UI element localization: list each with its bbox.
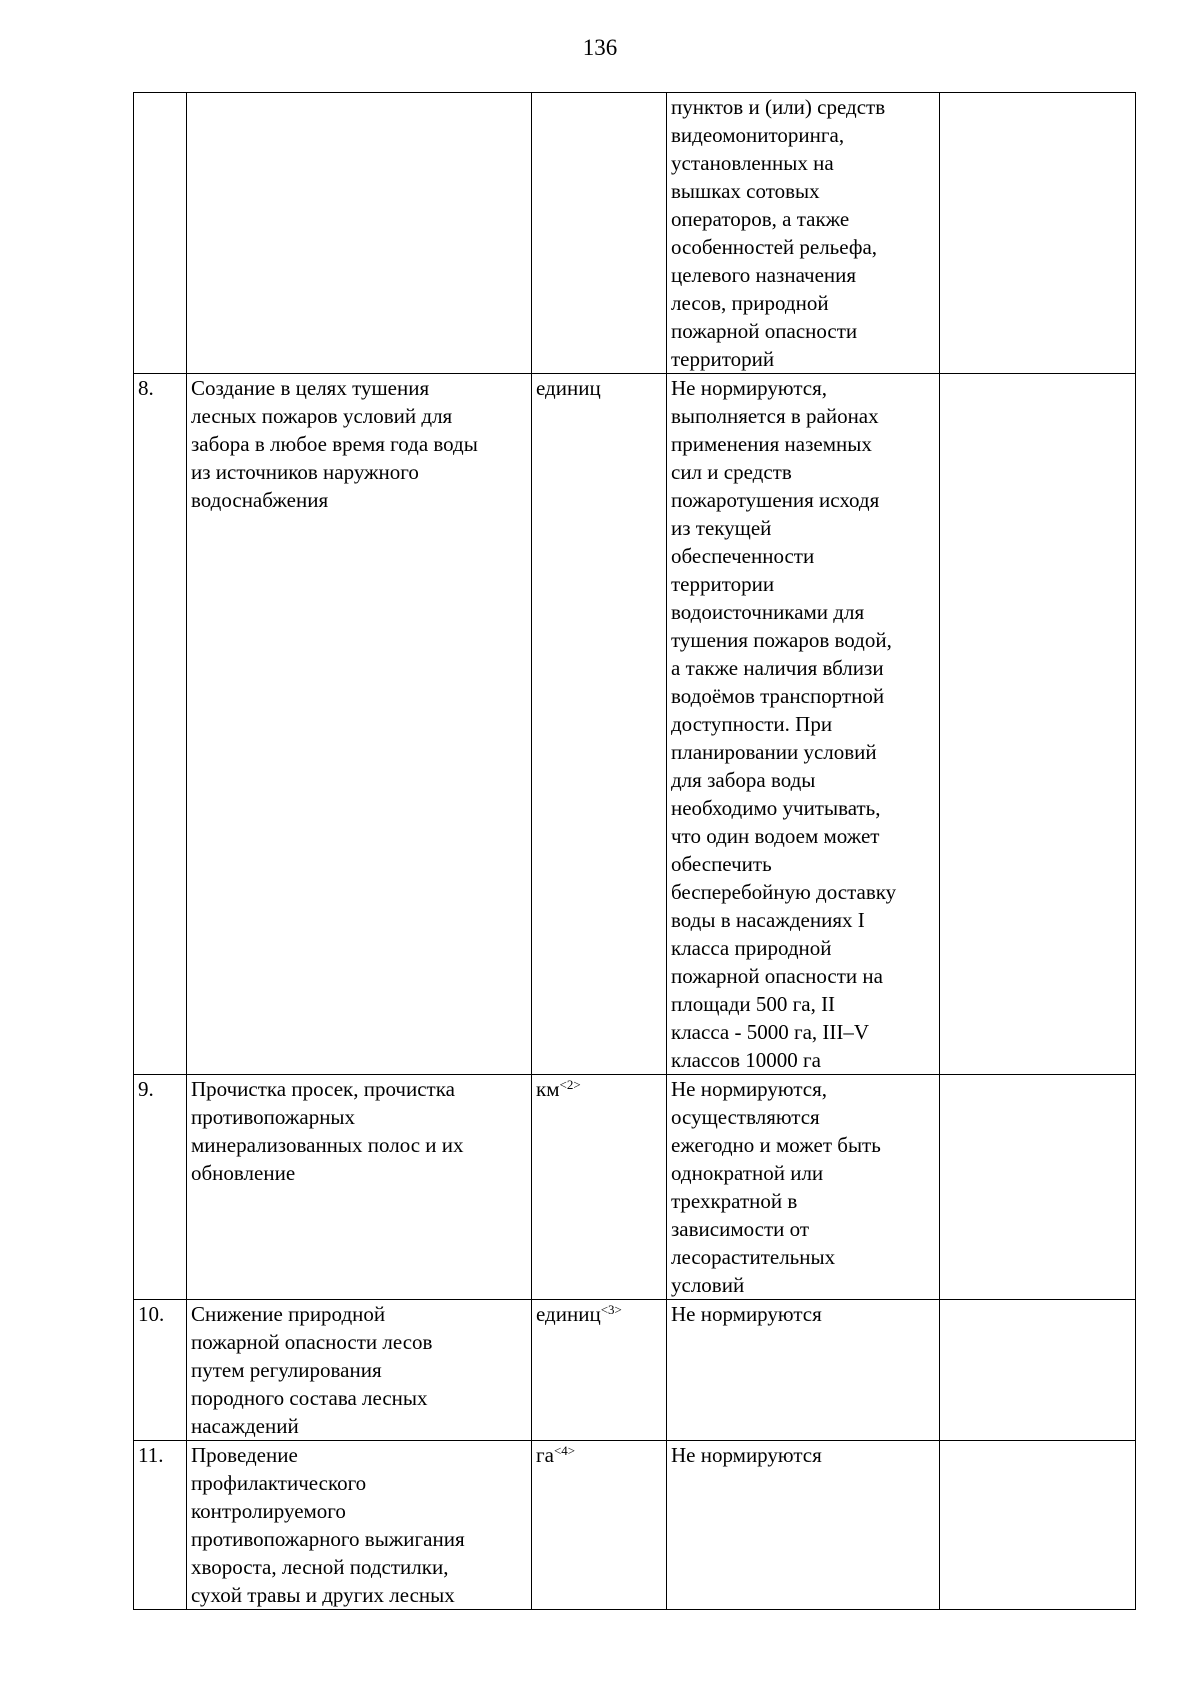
cell-unit	[532, 1300, 667, 1441]
unit-text: единиц	[536, 376, 601, 400]
norm-line: условий	[671, 1273, 745, 1297]
name-line: Проведение	[191, 1443, 298, 1467]
cell-name	[187, 93, 532, 374]
name-line: породного состава лесных	[191, 1386, 428, 1410]
cell-unit	[532, 1075, 667, 1300]
norm-line: территории	[671, 572, 775, 596]
cell-num: 9.	[134, 1075, 187, 1300]
unit-text: км	[536, 1077, 560, 1101]
name-line: обновление	[191, 1161, 296, 1185]
norm-line: ежегодно и может быть	[671, 1133, 881, 1157]
norm-line: сил и средств	[671, 460, 792, 484]
cell-extra	[940, 374, 1136, 1075]
norm-line: видеомониторинга,	[671, 123, 845, 147]
name-line: минерализованных полос и их	[191, 1133, 464, 1157]
norm-line: обеспеченности	[671, 544, 815, 568]
table-row-8	[134, 374, 1136, 1075]
name-line: Снижение природной	[191, 1302, 386, 1326]
norm-line: трехкратной в	[671, 1189, 798, 1213]
norm-line: а также наличия вблизи	[671, 656, 884, 680]
cell-extra	[940, 1300, 1136, 1441]
name-line: сухой травы и других лесных	[191, 1583, 455, 1607]
name-line: насаждений	[191, 1414, 299, 1438]
cell-extra	[940, 1441, 1136, 1610]
name-line: профилактического	[191, 1471, 367, 1495]
cell-name	[187, 1300, 532, 1441]
norm-line: пожарной опасности	[671, 319, 858, 343]
norm-line: бесперебойную доставку	[671, 880, 897, 904]
cell-name	[187, 374, 532, 1075]
cell-unit	[532, 93, 667, 374]
norm-line: операторов, а также	[671, 207, 850, 231]
page-number: 136	[582, 35, 618, 60]
name-line: забора в любое время года воды	[191, 432, 478, 456]
norm-line: лесорастительных	[671, 1245, 836, 1269]
norm-line: Не нормируются,	[671, 1077, 827, 1101]
norm-line: однократной или	[671, 1161, 824, 1185]
norm-line: класса природной	[671, 936, 832, 960]
cell-num: 11.	[134, 1441, 187, 1610]
norm-line: пожаротушения исходя	[671, 488, 880, 512]
cell-num	[134, 93, 187, 374]
norm-line: вышках сотовых	[671, 179, 820, 203]
name-line: Прочистка просек, прочистка	[191, 1077, 455, 1101]
norm-line: лесов, природной	[671, 291, 829, 315]
norm-line: водоисточниками для	[671, 600, 865, 624]
unit-text: единиц	[536, 1302, 601, 1326]
norm-line: Не нормируются	[671, 1443, 822, 1467]
cell-num: 8.	[134, 374, 187, 1075]
name-line: пожарной опасности лесов	[191, 1330, 433, 1354]
cell-unit	[532, 1441, 667, 1610]
norm-line: водоёмов транспортной	[671, 684, 885, 708]
cell-norm	[667, 1300, 940, 1441]
table-row-9	[134, 1075, 1136, 1300]
norm-line: Не нормируются	[671, 1302, 822, 1326]
cell-name	[187, 1441, 532, 1610]
name-line: противопожарного выжигания	[191, 1527, 465, 1551]
name-line: противопожарных	[191, 1105, 356, 1129]
cell-num: 10.	[134, 1300, 187, 1441]
name-line: лесных пожаров условий для	[191, 404, 453, 428]
norm-line: установленных на	[671, 151, 834, 175]
cell-extra	[940, 93, 1136, 374]
norm-line: Не нормируются,	[671, 376, 827, 400]
norm-line: для забора воды	[671, 768, 816, 792]
table-row-11	[134, 1441, 1136, 1610]
name-line: путем регулирования	[191, 1358, 382, 1382]
norm-line: особенностей рельефа,	[671, 235, 878, 259]
norm-line: классов 10000 га	[671, 1048, 821, 1072]
norm-line: класса - 5000 га, III–V	[671, 1020, 870, 1044]
cell-norm	[667, 1075, 940, 1300]
measures-table	[133, 92, 1136, 1610]
norm-line: что один водоем может	[671, 824, 880, 848]
cell-extra	[940, 1075, 1136, 1300]
name-line: контролируемого	[191, 1499, 346, 1523]
cell-norm	[667, 93, 940, 374]
cell-norm	[667, 374, 940, 1075]
table-row-10	[134, 1300, 1136, 1441]
norm-line: тушения пожаров водой,	[671, 628, 892, 652]
norm-line: применения наземных	[671, 432, 872, 456]
name-line: хвороста, лесной подстилки,	[191, 1555, 449, 1579]
cell-name	[187, 1075, 532, 1300]
name-line: Создание в целях тушения	[191, 376, 430, 400]
norm-line: обеспечить	[671, 852, 772, 876]
table-row-continuation	[134, 93, 1136, 374]
norm-line: территорий	[671, 347, 775, 371]
unit-footnote: <3>	[600, 1302, 622, 1317]
norm-line: пунктов и (или) средств	[671, 95, 886, 119]
norm-line: планировании условий	[671, 740, 877, 764]
norm-line: из текущей	[671, 516, 772, 540]
norm-line: доступности. При	[671, 712, 833, 736]
norm-line: необходимо учитывать,	[671, 796, 881, 820]
cell-norm	[667, 1441, 940, 1610]
norm-line: выполняется в районах	[671, 404, 879, 428]
norm-line: площади 500 га, II	[671, 992, 836, 1016]
name-line: водоснабжения	[191, 488, 329, 512]
norm-line: пожарной опасности на	[671, 964, 883, 988]
unit-text: га	[536, 1443, 554, 1467]
unit-footnote: <2>	[559, 1077, 581, 1092]
norm-line: осуществляются	[671, 1105, 820, 1129]
cell-unit	[532, 374, 667, 1075]
norm-line: зависимости от	[671, 1217, 810, 1241]
unit-footnote: <4>	[553, 1443, 576, 1458]
norm-line: целевого назначения	[671, 263, 857, 287]
norm-line: воды в насаждениях I	[671, 908, 865, 932]
name-line: из источников наружного	[191, 460, 419, 484]
